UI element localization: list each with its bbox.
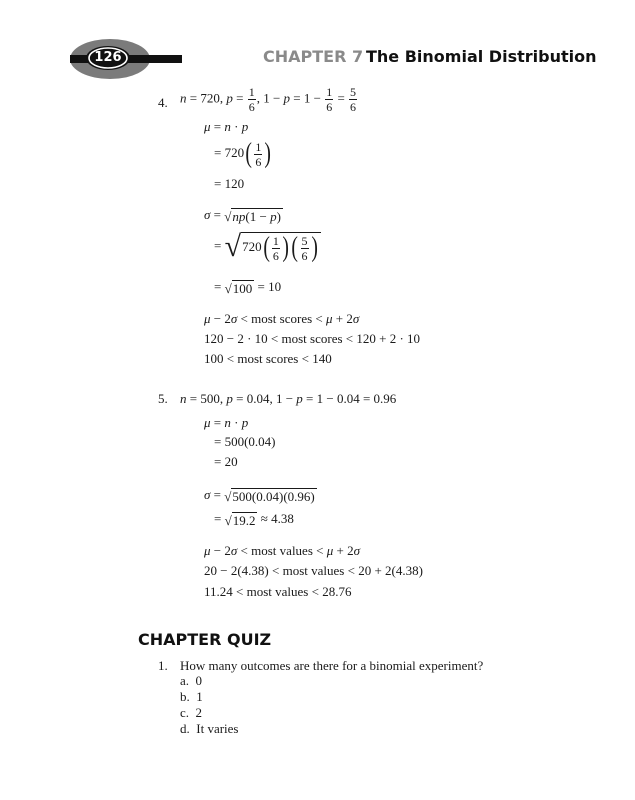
mean-result: = 120 (214, 176, 245, 191)
p-fraction: $\frac{1}{6}$ (326, 85, 333, 114)
p-fraction: $\frac{1}{6}$ (248, 85, 255, 114)
range-formula: μ − 2σ < most scores < μ + 2σ (204, 311, 360, 326)
mean-formula: μ = n · p (204, 415, 249, 430)
question-number: 1. (158, 658, 168, 673)
answer-option-d: d. It varies (180, 721, 239, 736)
range-result: 11.24 < most values < 28.76 (204, 584, 352, 599)
chapter-label: CHAPTER 7 (263, 47, 364, 66)
sd-substitution: = √720( $\frac{1}{6}$ )( $\frac{5}{6}$ ) (214, 232, 321, 262)
chapter-title: The Binomial Distribution (366, 47, 597, 66)
problem-number: 5. (158, 391, 168, 406)
mean-formula: μ = n · p (204, 119, 249, 134)
q-fraction: $\frac{5}{6}$ (350, 85, 357, 114)
sd-formula: σ = √np(1 − p) (204, 207, 281, 225)
question-text: How many outcomes are there for a binomial experiment? (180, 658, 484, 673)
mean-substitution: = 500(0.04) (214, 434, 276, 449)
range-substitution: 20 − 2(4.38) < most values < 20 + 2(4.38) (204, 563, 423, 578)
given-line: n = 500, p = 0.04, 1 − p = 1 − 0.04 = 0.96 (180, 391, 397, 406)
range-substitution: 120 − 2 · 10 < most scores < 120 + 2 · 10 (204, 331, 421, 346)
page-number: 126 (94, 50, 122, 65)
sd-result: = √19.2 ≈ 4.38 (214, 511, 294, 529)
quiz-heading: CHAPTER QUIZ (138, 630, 272, 649)
range-result: 100 < most scores < 140 (204, 351, 332, 366)
mean-result: = 20 (214, 454, 238, 469)
answer-option-c: c. 2 (180, 705, 203, 720)
mean-substitution: = 720( $\frac{1}{6}$ ) (214, 138, 272, 169)
problem-number: 4. (158, 95, 168, 110)
sd-result: = √100 = 10 (214, 279, 282, 297)
given-line: n = 720, p = $\frac{1}{6}$ , 1 − p = 1 − $\frac{1}{6}$ = $\frac{5}{6}$ (180, 85, 357, 114)
range-formula: μ − 2σ < most values < μ + 2σ (204, 543, 361, 558)
n-value: 720 (200, 90, 220, 106)
sd-formula: σ = √500(0.04)(0.96) (204, 487, 315, 505)
answer-option-a: a. 0 (180, 673, 203, 688)
answer-option-b: b. 1 (180, 689, 203, 704)
